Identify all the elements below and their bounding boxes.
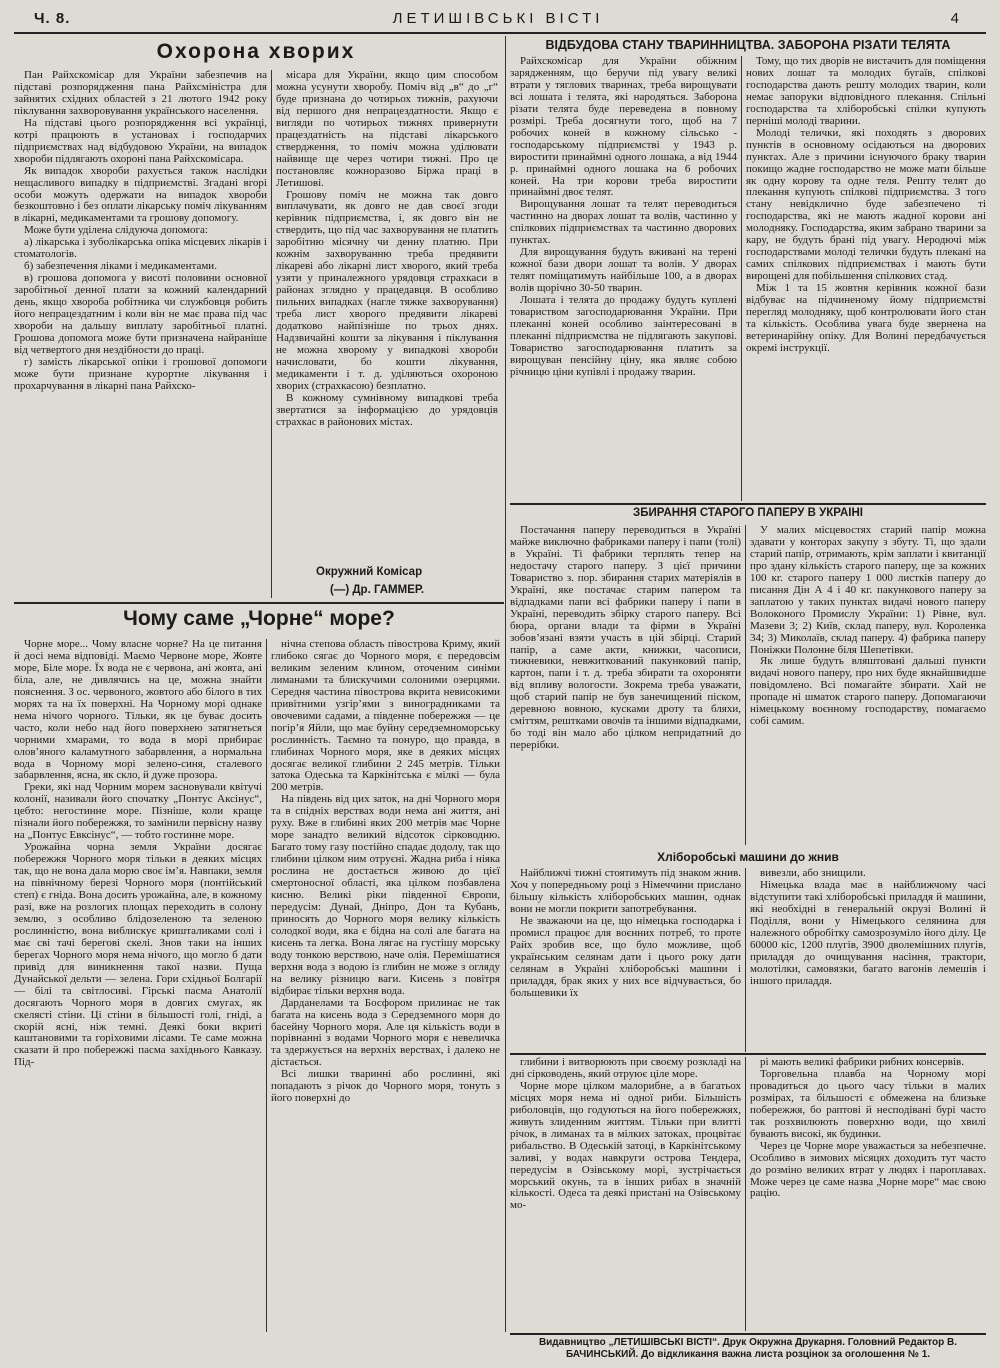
paragraph: Німецька влада має в найближчому часі відступити такі хліборобські приладдя й машини, які необхідні в генеральній окрузі Волині й Поділля, вони у Німецького селянина для належного обробітку самозрозуміло його ділу. Це 60000 кіс, 1200 плугів, 3900 дволемішних плугів, приладдя до очищування насіння, трактори, молотілки, самовязки, багато вагонів лемешів і іншого приладдя. — [750, 878, 986, 987]
paragraph: Пан Райхскомісар для України забезпечив на підставі розпорядження пана Райхсміністра для зайнятих східних областей з 21 лютого 1942 року піклування захворовування українського населення. — [14, 70, 267, 117]
page-header — [10, 8, 986, 30]
paragraph: На південь від цих заток, на дні Чорного моря та в спідніх верствах води нема ані життя, ані руху. Вже в глибині яких 200 метрів має Чорне море занадто великий відсоток сірководню. Багато тому газу постійно спадає додолу, так що глибини цілком ним отруєні. Жадна риба і ніяка рослина не достається живою до цієї смертоносної області, яка цілком позбавлена кисню. Великі ріки південної Європи, передусім: Дунай, Дніпро, Дон та Кубань, приносять до Чорного моря велику кількість солодкої води, яка є бідна на солі але багата на кисень та легка. Вона лягає на густішу морську воду тонкою верствою, наче олія. Перемішатися верхня вода з водою із глибин не може з огляду на велику різницю ваги. Кисень з повітря відбирає тільки верхня вода. — [271, 793, 500, 997]
article-chorne-col1 — [14, 639, 262, 1332]
paragraph: Молоді телички, які походять з дворових пунктів в основному осідаються на дворових пунктах. Але з причини існуючого браку тварин покищо жадне господарство не може мати більше як одну корову та одне теля. Решту телят до плекання купують спілкові підприємства. З того стану невідклично буде забезпечено ті господарства, які не мають жадної корови ані молодняку. Господарства, яким забрано тварини за кару, не будуть брані під увагу. Неродючі між господарствами молоді телички будуть плекані на самих спілкових підприємствах і мають бути вирощені для побільшення спілкових стад. — [746, 126, 986, 283]
paragraph: Чорне море... Чому власне чорне? На це питання й досі нема відповіді. Маємо Червоне море, Жовте море, Біле море. Їх вода не є червона, ані жовта, ані біла, але, не дивлячись на це, можна знайти пояснення. З ос. червоного, жовтого або білого в тих морях та на їх поверхні. На Чорному морі однаке нема нічого чорного. Тільки, як це буває досить часто, коли небо над його поверхнею затягнеться чорними хмарами, то вода в морі прибирає олов’яного каламутного забарвлення, а нормальна вода в Чорному морі зелено-синя, сталевого забарвлення, ясна, як скло, й дуже прозора. — [14, 639, 262, 782]
article-title-mashyny: Хліборобські машини до жнив — [657, 850, 839, 864]
page-number: 4 — [950, 10, 960, 27]
masthead: ЛЕТИШІВСЬКІ ВІСТІ — [392, 10, 604, 27]
paragraph: г) замість лікарської опіки і грошової допомоги може бути признане курортне лікування і прохарчування в лікарні пана Райхско- — [14, 355, 267, 392]
paragraph: Лошата і телята до продажу будуть куплені товариством загосподарювання України. При плеканні коней особливо заінтересовані в плеканні підприємства не підлягають закупові. Товариство загосподарювання платить за вирощуван пенсійну ціну, яка являє собою річницю ціни купівлі і продажу тварин. — [510, 294, 737, 378]
paragraph: Дарданелами та Босфором прилинає не так багата на кисень вода з Середземного моря до басейну Чорного моря. Але ця кількість води в порівнанні з водами Чорного моря є невеличка та здержується на верхніх верствах, і далеко не дістається. — [271, 996, 500, 1069]
signature-title: Окружний Комісар — [316, 566, 423, 578]
column-divider — [745, 1057, 746, 1331]
paragraph: нічна степова область півострова Криму, який глибоко сягає до Чорного моря, є передовсім великим зеленим клином, оточеним синіми лиманами та блискучими солоними озерцями. Середня частина півострова вкрита невисокими привітними узгір’ями з виноградниками та овочевими садами, а південне побережжя — це погір’я Яйли, що має буйну середземноморську рослинність. Таємно та понуро, що правда, в глибинах Чорного моря, яке в деяких місцях досягає великої глибини 2 245 метрів. Тільки затока Одеська та Каркінітська є мілкі — була 200 метрів. — [271, 639, 500, 794]
issue-number: Ч. 8. — [34, 10, 71, 27]
paragraph: В кожному сумнівному випадкові треба звертатися за інформацією до урядовців страхкас в районових містах. — [276, 391, 498, 428]
article-title-papir: ЗБИРАННЯ СТАРОГО ПАПЕРУ В УКРАЇНІ — [633, 507, 863, 519]
paragraph: б) забезпечення ліками і медикаментами. — [24, 260, 217, 273]
paragraph: Не зважаючи на це, що німецька господарка і промисл працює для воєнних потреб, то проте Райх зробив все, що було можливе, щоб українським селянам дати і цього року дати селянам в Україні хліборобські машини і приладдя, брак яких у них все відчувається, бо большевики їх — [510, 914, 741, 999]
article-mashyny-col1 — [510, 868, 741, 1052]
column-divider — [745, 525, 746, 845]
paragraph: в) грошова допомога у висоті половини основної заробітньої денної плати за кожний календарний день, якщо хвороба робітника чи службовця робить його непрацездатним і коли він не має права під час хвороби на дальшу виплату заробітньої платні. Грошова допомога може бути призначена найраніше від четвертого дня нездібности до праці. — [14, 272, 267, 356]
article-chorne-col2 — [271, 639, 500, 1332]
paragraph: Як випадок хвороби рахується також наслідки нещасливого випадку в підприємстві. Згадані вгорі особи можуть одержати на випадок хвороби безкоштовно і без оплати лікарську поміч лікуванням в лікарні, медикаментами та грошову допомогу. — [14, 164, 267, 225]
column-divider — [271, 70, 272, 598]
paragraph: Всі лишки тваринні або рослинні, які попадають з річок до Чорного моря, тонуть з його поверхні до — [271, 1068, 500, 1105]
paragraph: Грошову поміч не можна так довго виплачувати, як довго не дав своєї згоди керівник підприємства, і, як довго він не ствердить, що під час захворування не платить заробітню місячну чи денну платню. При кожнім захворуванню треба предявити лікареві або лікарні лист хворого, який треба узяти у приналежного урядовця страхкаси в районах згляднo у працедавця. В особливо пильних випадках (нагле тяжке захворування) треба лист хворого предявити лікареві додатково найпізніше по трьох днях. Надзвичайні кошти за лікування і піклування не можна хворому у випадкові хвороби начисловати, бо кошти лікування, медикаменти і т. д. уділяються охороною хворих (страхкасою) безплатно. — [276, 188, 498, 392]
paragraph: рі мають великі фабрики рибних консервів. — [760, 1057, 965, 1068]
signature-name: (—) Др. ГАММЕР. — [330, 584, 425, 596]
article-mashyny-col2 — [750, 868, 986, 1052]
article-okhorona-col2 — [276, 70, 498, 566]
paragraph: а) лікарська і зуболікарська опіка місцевих лікарів і стоматологів. — [14, 236, 267, 261]
header-rule — [14, 32, 986, 34]
paragraph: вивезли, або знищили. — [760, 868, 866, 879]
paragraph: Торговельна плавба на Чорному морі провадиться до цього часу тільки в малих розмірах, та більшості є обмежена на близьке побережжя, бо раптові й несподівані бурі часто так розхвилюють поверхню води, що хвилі бувають високі, як будинки. — [750, 1067, 986, 1140]
paragraph: Урожайна чорна земля України досягає побережжя Чорного моря тільки в деяких місцях так, що не вона дала морю своє ім’я. Навпаки, земля на північному березі Чорного моря (понтійський степ) є гнідa. Вона досить урожайна, але, в кожному разі, вже на розлогих площах переходить в солону землю, з особливо блідозеленою та зеленою рослинністю, вона виблискує кришталиками солі і має сві тачі береговi скелі. Знов таки на інших берегах Чорного моря нема нічого, що могло б дати привід для виникнення такої назви. Пуща Дунайської дельти — зелена. Гори східньої Болгарії — білі та світлосиві. Гірські пасма Анатолії досягають Чорного моря в довгих смугах, як скелясті стіни. Ці стіни в більшості голі, гнідi, а скорій ясні, ніж темні. Деякі боки вкриті каштановими та горіховими лісами. Те саме можна сказати й про побережжі пасма західнього Кавказу. Під- — [14, 841, 262, 1069]
page-column-divider — [505, 36, 506, 1332]
column-divider — [741, 56, 742, 501]
paragraph: Для вирощування будуть вживані на терені кожної бази двори лошат та волів. У дворах телят поміщатимуть найбільше 100, а в дворах волів щорічно 30-50 тварин. — [510, 246, 737, 295]
publisher-footer: Видавництво „ЛЕТИШІВСЬКІ ВІСТІ“. Друк Окружна Друкарня. Головний Редактор В. БАЧИНСЬКИЙ. До відкликання важна листа розцінок за оголошення № 1. — [538, 1337, 958, 1360]
section-rule-left — [14, 602, 504, 604]
section-rule — [510, 1053, 986, 1055]
footer-rule — [510, 1333, 986, 1335]
paragraph: Як лише будуть вляштовані дальші пункти видачі нового паперу, про них буде якнайшвидше повідомлено. Всі помагайте збирати. Хай не пропаде ні шматок старого паперу. Допомагаючи німецькому воєнному господарству, помагаємо собі самим. — [750, 655, 986, 728]
article-title-chorne: Чому саме „Чорне“ море? — [123, 607, 395, 630]
section-rule — [510, 503, 986, 505]
paragraph: Між 1 та 15 жовтня керівник кожної бази відбуває на підчиненому йому підприємстві перегляд молодняку, щоб контролювати його стан та кількість. Особлива увага буде звернена на ветеринарійну опіку. Для Волині передбачується окремі інструкції. — [746, 282, 986, 354]
article-papir-col2 — [750, 525, 986, 845]
paragraph: Постачання паперу переводиться в Україні майже виключно фабриками паперу і папи (толі) в Україні. Ті фабрики терплять тепер на недостачу старого паперу. З цієї причини Товариство з. пор. збирання старих матеріялів в Україні, яке постачає старим папером та відпадками папи всі фабрики паперу і папи в Україні, переводить збірку старого паперу. Всі бюра, органи влади та фірми в Україні зобов’язані взяти участь в цій збірці. Старий папір, а саме акти, книжки, часописи, тижневики, невжиткований пакунковий папір, картон, папи і т. д. треба збирати та охороняти від впливу вологости. Зокрема треба уважати, щоб старий папір не був занечищений піском, деревною вовною, кусками дроту та бляхи, сміттям, рештками овочів та іншими відпадками, бо тоді він мало або цілком непридатний до перерібки. — [510, 525, 741, 752]
article-chorne-col4 — [750, 1057, 986, 1331]
paragraph: Тому, що тих дворів не вистачить для поміщення нових лошат та молодих бугаїв, спілкові господарства дають решту молодих тварин, коли немає запорyки відповідного плекання. Спільні господарства та хліборобські спілки купують перніші молоді тварини. — [746, 56, 986, 127]
paragraph: Райхскомісар для України обіжним зарядженням, що беручи під увагу великі втрати у тяглових тваринах, треба вирощувати всі лошата і телята, які народяться. Заборона різати телята буде переведена в повному розмірі. Треба досягнути того, щоб на 7 робочих коней в кожному сільсько - господарському підприємстві у 1943 р. виростити принаймні одного лошака, а від 1944 р. принаймні одного лошака на 6 робочих коней. На три корови треба виростити принаймні двоє телят. — [510, 56, 737, 199]
paragraph: На підставі цього розпорядження всі українці, котрі працюють в установах і господарчих підприємствах над відбудовою України, на випадок хвороби підлягають охороні пана Райхскомісара. — [14, 116, 267, 165]
article-vidbudova-col2 — [746, 56, 986, 501]
paragraph: Найближчі тижні стоятимуть під знаком жнив. Хоч у попередньому році з Німеччини прислано більшу кількість хліборобських машин, однак вони не могли покрити запотребування. — [510, 868, 741, 915]
paragraph: У малих місцевостях старий папір можна здавати у конторах закупу з збуту. Ті, що здали старий папір, отримають, крім заплати і квитанції про здану кількість старого паперу, ще за кожних 100 кг. старого паперу 1 000 листків паперу до писання Дін А 4 і 40 кг. пакункового паперу за заплатою у таких пунктах видачі нового паперу Волоконого Промислу України: 1) Рівне, вул. Мазеви 3; 2) Київ, склад паперу, вул. Короленка 34; 3) Миколаїв, склад паперу. 4) фабрика паперу Поніжки Полонне біля Шепетівки. — [750, 525, 986, 656]
paragraph: Греки, які над Чорним морем засновували квітучі колонії, називали його спочатку „Понтус Аксінус“, цебто: негостинне море. Пізніше, коли краще пізнали його побережжя, то замінили первісну назву на „Понтус Евксінус“, — тобто гостинне море. — [14, 781, 262, 842]
article-chorne-col3 — [510, 1057, 741, 1331]
article-title-vidbudova: ВІДБУДОВА СТАНУ ТВАРИННИЦТВА. ЗАБОРОНА РІЗАТИ ТЕЛЯТА — [545, 38, 951, 52]
paragraph: Може бути уділена слідуюча допомога: — [24, 224, 208, 237]
article-papir-col1 — [510, 525, 741, 845]
article-okhorona-col1 — [14, 70, 267, 600]
paragraph: Вирощування лошат та телят переводиться частинно на дворах лошат та волів, частинно у спілкових підприємствах та частинно дворових пунктах. — [510, 198, 737, 247]
article-title-okhorona: Охорона хворих — [156, 40, 356, 63]
paragraph: Чорне море цілком малорибне, а в багатьох місцях моря нема ні одної риби. Більшість риболовців, що годуються на його побережжях, живуть злиденним життям. Тільки при влитті річок, в лиманах та в мілких затоках, процвітає рибальство. В Одеській затоці, в Каркінітському заливі, у водах навкруги острова Тендера, передусім в Озівському морі, зустрічається морський окунь, та в інших рибах в значній кількості. Одеса та деякі пристані на Озівському мо- — [510, 1079, 741, 1212]
column-divider — [266, 639, 267, 1332]
article-vidbudova-col1 — [510, 56, 737, 501]
paragraph: Через це Чорне море уважається за небезпечне. Особливо в зимових місяцях доходить тут часто до розміно великих втрат у людях і пароплавах. Може через це саме назва „Чорне море“ має свою рацію. — [750, 1139, 986, 1200]
paragraph: глибини і витворюють при своєму розкладі на дні сірководень, який отруює ціле море. — [510, 1057, 741, 1080]
paragraph: місара для України, якщо цим способом можна усунути хворобу. Поміч від „в“ до „г“ буде признана до чотирьох тижнів, рахуючи від першого дня непрацездатности. Якщо є вигляди по чотирьох тижнях привернути працездатність на підставі лікарського ствердження, то поміч можна уділювати найвище ще через чотири тижні. Про це постановляє кожноразово Біржа праці в Летишові. — [276, 70, 498, 189]
column-divider — [745, 868, 746, 1052]
